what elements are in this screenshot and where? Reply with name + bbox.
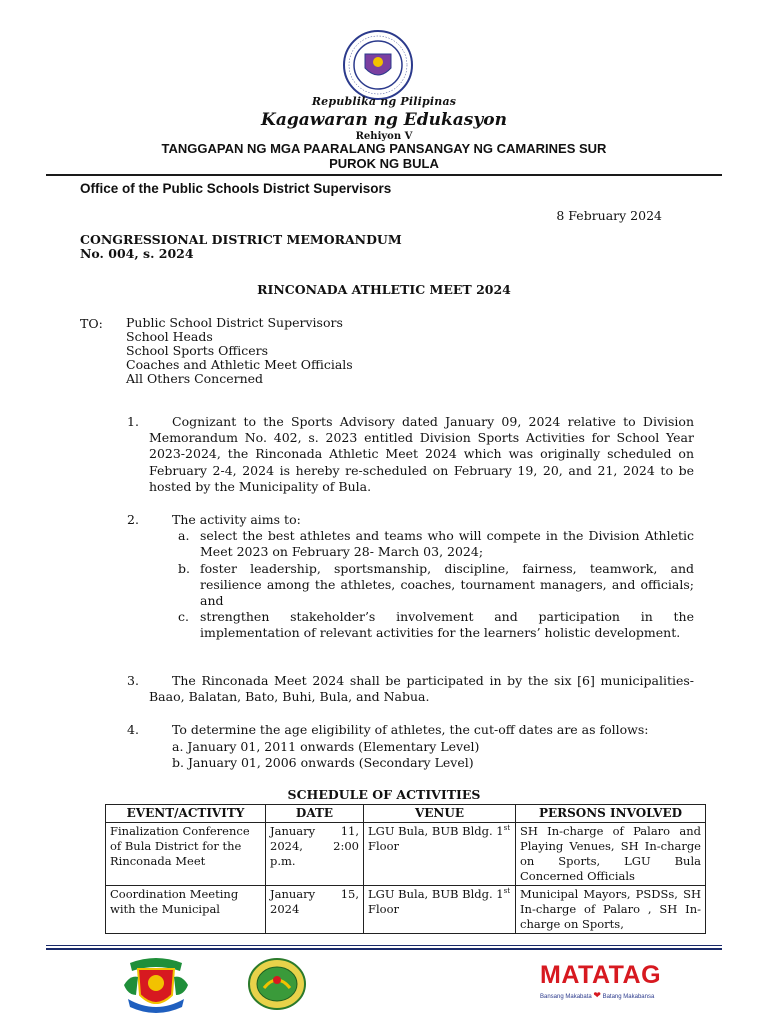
aim-item-a: select the best athletes and teams who will compete in the Division Athletic Meet 2023 on February 28- March 03, 2024; [200,528,694,560]
recipient-item: All Others Concerned [126,371,264,386]
header-divider [46,174,722,176]
venue-suffix: st [503,887,511,896]
cutoff-elementary: a. January 01, 2011 onwards (Elementary Level) [172,739,480,754]
venue-text: LGU Bula, BUB Bldg. 1 [368,824,504,838]
memo-date: 8 February 2024 [556,208,662,223]
column-header: EVENT/ACTIVITY [106,805,266,823]
venue-cell [364,823,516,886]
event-cell: Coordination Meeting with the Municipal [106,886,266,934]
memo-type: CONGRESSIONAL DISTRICT MEMORANDUM [80,232,402,247]
matatag-tagline-left: Bansang Makabata [540,994,592,1000]
column-header: DATE [266,805,364,823]
schedule-table [105,804,706,934]
table-row [106,823,706,886]
deped-seal-icon [343,30,413,100]
list-marker: a. [178,528,190,543]
heart-icon: ❤ [593,990,601,1000]
venue-suffix: st [503,824,511,833]
matatag-wordmark: MATATAG [540,961,662,989]
district-line: PUROK NG BULA [329,156,439,171]
division-logo-icon [120,955,192,1017]
date-cell: January 11, 2024, 2:00 p.m. [266,823,364,886]
venue-text: LGU Bula, BUB Bldg. 1 [368,887,504,901]
paragraph-3: The Rinconada Meet 2024 shall be participated in by the six [6] municipalities- Baao, Balatan, Bato, Buhi, Bula, and Nabua. [149,673,694,705]
matatag-tagline [540,991,675,1001]
paragraph-number: 1. [127,414,139,429]
list-marker: b. [178,561,190,576]
paragraph-number: 3. [127,673,139,688]
paragraph-4: To determine the age eligibility of athletes, the cut-off dates are as follows: [172,722,649,737]
paragraph-number: 2. [127,512,139,527]
paragraph-2: The activity aims to: [172,512,301,527]
column-header: VENUE [364,805,516,823]
persons-cell: SH In-charge of Palaro and Playing Venues, SH In-charge on Sports, LGU Bula Concerned Officials [516,823,706,886]
table-header-row [106,805,706,823]
recipient-item: School Heads [126,329,213,344]
footer-divider [46,945,722,946]
schedule-title: SCHEDULE OF ACTIVITIES [287,787,481,802]
paragraph-number: 4. [127,722,139,737]
district-logo-icon [248,958,306,1010]
recipient-item: Coaches and Athletic Meet Officials [126,357,353,372]
matatag-tagline-right: Batang Makabansa [602,994,655,1000]
persons-cell: Municipal Mayors, PSDSs, SH In-charge of Palaro , SH In-charge on Sports, [516,886,706,934]
footer-divider [46,948,722,950]
recipient-list [126,316,353,386]
venue-cell [364,886,516,934]
date-cell: January 15, 2024 [266,886,364,934]
cutoff-secondary: b. January 01, 2006 onwards (Secondary Level) [172,755,474,770]
table-row [106,886,706,934]
department-name: Kagawaran ng Edukasyon [261,110,507,130]
recipient-item: Public School District Supervisors [126,315,343,330]
venue-end: Floor [368,902,400,916]
recipient-item: School Sports Officers [126,343,269,358]
aim-item-c: strengthen stakeholder’s involvement and participation in the implementation of relevant activities for the learners’ holistic development. [200,609,694,641]
paragraph-1: Cognizant to the Sports Advisory dated January 09, 2024 relative to Division Memorandum No. 402, s. 2023 entitled Division Sports Activities for School Year 2023-2024, the Rinconada Athletic Meet 2024 which was originally scheduled on February 2-4, 2024 is hereby re-scheduled on February 19, 20, and 21, 2024 to be hosted by the Municipality of Bula. [149,414,694,494]
event-cell: Finalization Conference of Bula District for the Rinconada Meet [106,823,266,886]
division-office-line: TANGGAPAN NG MGA PAARALANG PANSANGAY NG CAMARINES SUR [161,141,607,156]
memo-title: RINCONADA ATHLETIC MEET 2024 [257,282,511,297]
list-marker: c. [178,609,189,624]
to-label: TO: [80,316,103,331]
office-line: Office of the Public Schools District Supervisors [80,181,392,196]
republic-line: Republika ng Pilipinas [311,95,457,108]
memo-number: No. 004, s. 2024 [80,246,194,261]
matatag-logo [540,962,675,1001]
column-header: PERSONS INVOLVED [516,805,706,823]
region-line: Rehiyon V [355,131,413,142]
aim-item-b: foster leadership, sportsmanship, discipline, fairness, teamwork, and resilience among the athletes, coaches, tournament managers, and officials; and [200,561,694,609]
venue-end: Floor [368,839,400,853]
